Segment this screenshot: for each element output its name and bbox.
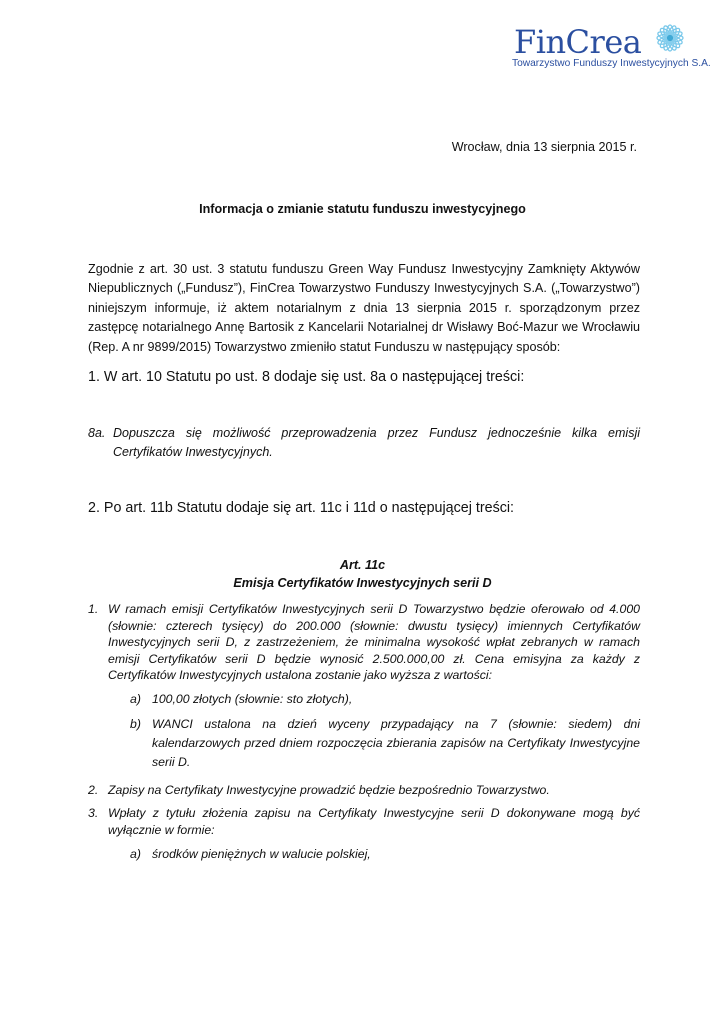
art-11c-item-1-num: 1. [88,602,99,616]
sub-a-letter: a) [130,847,141,861]
art-11c-item-3-sub-a [88,845,640,864]
change-item-2 [88,498,514,518]
art-11c-item-2 [88,782,640,799]
document-title: Informacja o zmianie statutu funduszu inwestycyjnego [199,202,526,216]
logo-brand-name: FinCrea [514,23,642,61]
art-11c-item-3-text: Wpłaty z tytułu złożenia zapisu na Certyfikaty Inwestycyjne serii D dokonywane mogą być wyłącznie w formie: [108,806,640,837]
art-11c-list [88,601,640,864]
change-item-2-text: Po art. 11b Statutu dodaje się art. 11c i 11d o następującej treści: [103,500,515,516]
art-11c-item-1-sub-b [88,715,640,772]
sub-b-letter: b) [130,716,141,731]
logo-tagline: Towarzystwo Funduszy Inwestycyjnych S.A. [512,58,711,69]
company-logo [510,12,710,74]
clause-8a-text: Dopuszcza się możliwość przeprowadzenia przez Fundusz jednocześnie kilka emisji Certyfikatów Inwestycyjnych. [113,426,640,459]
art-11c-item-2-text: Zapisy na Certyfikaty Inwestycyjne prowadzić będzie bezpośrednio Towarzystwo. [108,782,550,797]
art-11c-item-1-sub-a [88,690,640,709]
sub-a-text: środków pieniężnych w walucie polskiej, [152,847,371,861]
clause-8a [88,424,640,462]
change-item-1 [88,367,524,387]
sub-a-letter: a) [130,691,141,706]
art-11c-item-3-num: 3. [88,806,99,820]
flower-logo-icon [640,12,700,62]
art-11c-item-3 [88,805,640,838]
sub-b-text: WANCI ustalona na dzień wyceny przypadający na 7 (słownie: siedem) dni kalendarzowych przed dniem rozpoczęcia zbierania zapisów na Certyfikaty Inwestycyjne serii D. [152,716,640,769]
change-item-1-number: 1. [88,369,100,385]
intro-paragraph: Zgodnie z art. 30 ust. 3 statutu funduszu Green Way Fundusz Inwestycyjny Zamknięty Aktywów Niepublicznych („Fundusz”), FinCrea Towarzystwo Funduszy Inwestycyjnych S.A. („Towarzystwo”) niniejszym informuje, iż aktem notarialnym z dnia 13 sierpnia 2015 r. sporządzonym przez zastępcę notarialnego Annę Bartosik z Kancelarii Notarialnej dr Wisławy Boć-Mazur we Wrocławiu (Rep. A nr 9899/2015) Towarzystwo zmieniło statut Funduszu w następujący sposób: [88,262,640,354]
clause-8a-label: 8a. [88,426,106,440]
change-item-2-number: 2. [88,500,100,516]
art-11c-heading: Art. 11c [339,558,386,572]
sub-a-text: 100,00 złotych (słownie: sto złotych), [152,691,353,706]
art-11c-subheading: Emisja Certyfikatów Inwestycyjnych serii D [233,576,492,590]
document-date: Wrocław, dnia 13 sierpnia 2015 r. [451,140,637,154]
art-11c-item-1 [88,601,640,684]
change-item-1-text: W art. 10 Statutu po ust. 8 dodaje się ust. 8a o następującej treści: [103,369,525,385]
art-11c-item-1-text: W ramach emisji Certyfikatów Inwestycyjnych serii D Towarzystwo będzie oferowało od 4.000 (słownie: czterech tysięcy) do 200.000 (słownie: dwustu tysięcy) imiennych Certyfikatów Inwestycyjnych serii D, z zastrzeżeniem, że minimalna wysokość wpłat zebranych w ramach emisji Certyfikatów serii D będzie wynosić 2.500.000,00 zł. Cena emisyjna za każdy z Certyfikatów Inwestycyjnych ustalona zostanie jako wyższa z wartości: [108,602,640,682]
art-11c-item-2-num: 2. [88,782,99,797]
